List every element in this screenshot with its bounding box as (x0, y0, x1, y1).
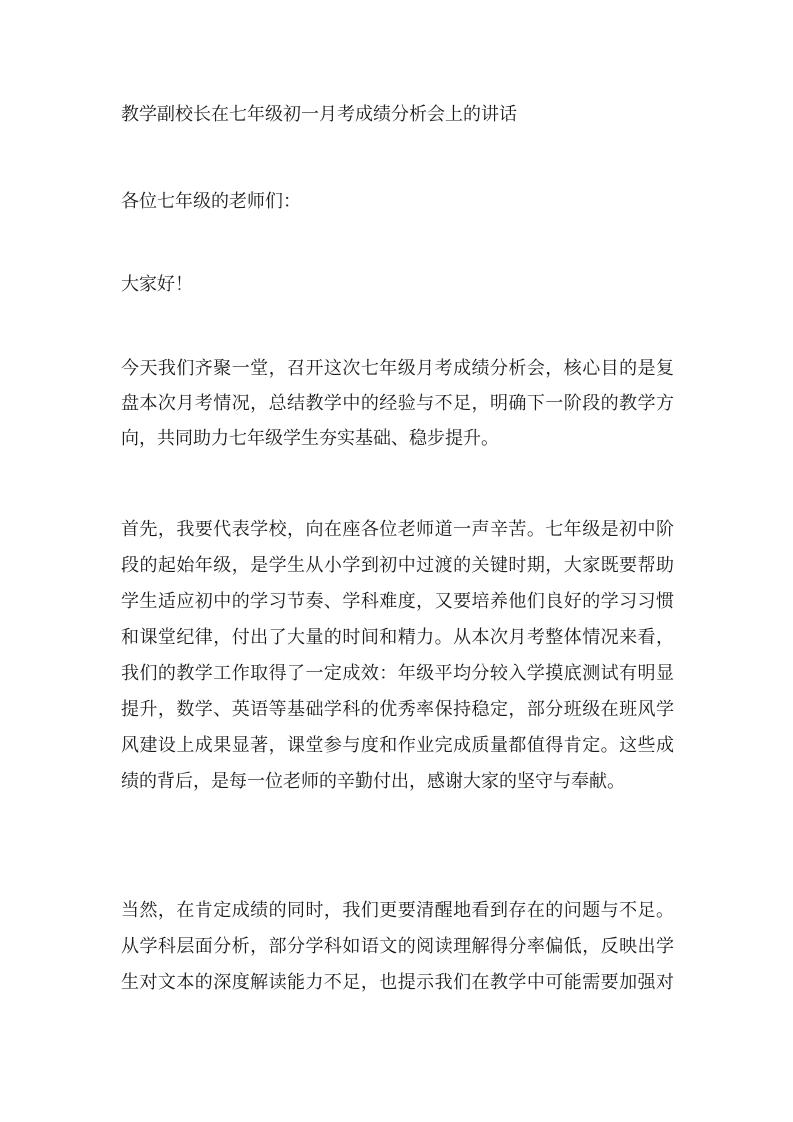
paragraph-line: 从学科层面分析，部分学科如语文的阅读理解得分率偏低，反映出学 (121, 936, 674, 957)
paragraph-line: 首先，我要代表学校，向在座各位老师道一声辛苦。七年级是初中阶 (121, 519, 674, 540)
paragraph-line: 和课堂纪律，付出了大量的时间和精力。从本次月考整体情况来看， (121, 627, 674, 648)
paragraph-line: 提升，数学、英语等基础学科的优秀率保持稳定，部分班级在班风学 (121, 699, 674, 720)
document-title: 教学副校长在七年级初一月考成绩分析会上的讲话 (121, 104, 517, 125)
salutation: 各位七年级的老师们： (121, 191, 301, 212)
paragraph-line: 盘本次月考情况，总结教学中的经验与不足，明确下一阶段的教学方 (121, 393, 674, 414)
paragraph-line: 绩的背后，是每一位老师的辛勤付出，感谢大家的坚守与奉献。 (121, 771, 625, 792)
paragraph-line: 今天我们齐聚一堂，召开这次七年级月考成绩分析会，核心目的是复 (121, 358, 674, 379)
paragraph-line: 向，共同助力七年级学生夯实基础、稳步提升。 (121, 428, 499, 449)
paragraph-line: 风建设上成果显著，课堂参与度和作业完成质量都值得肯定。这些成 (121, 735, 674, 756)
paragraph-line: 当然，在肯定成绩的同时，我们更要清醒地看到存在的问题与不足。 (121, 900, 674, 921)
paragraph-line: 我们的教学工作取得了一定成效：年级平均分较入学摸底测试有明显 (121, 663, 674, 684)
paragraph-line: 生对文本的深度解读能力不足，也提示我们在教学中可能需要加强对 (121, 972, 674, 993)
paragraph-line: 学生适应初中的学习节奏、学科难度，又要培养他们良好的学习习惯 (121, 591, 674, 612)
paragraph-line: 段的起始年级，是学生从小学到初中过渡的关键时期，大家既要帮助 (121, 555, 674, 576)
greeting: 大家好！ (121, 274, 193, 295)
